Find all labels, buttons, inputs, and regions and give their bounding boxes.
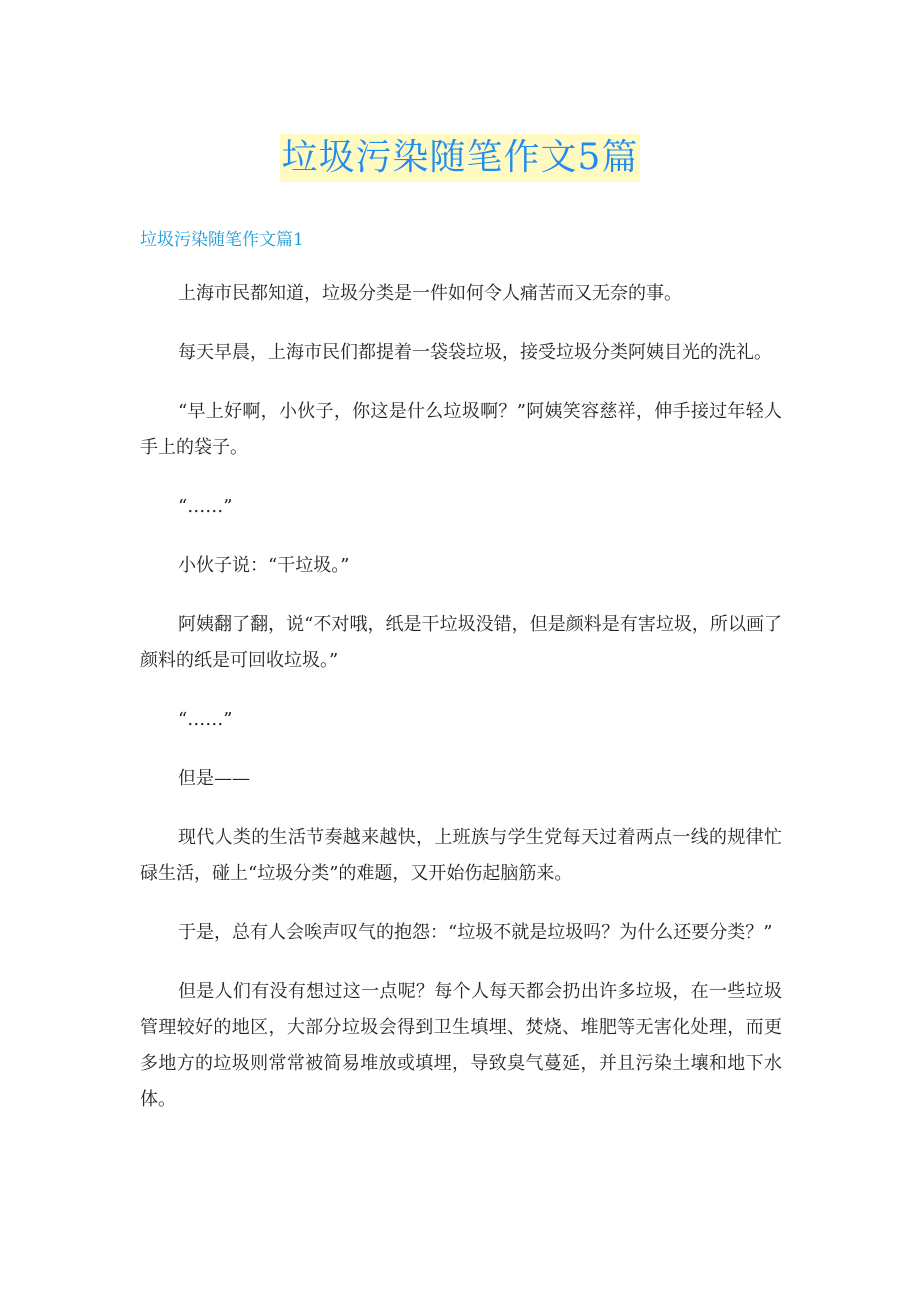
paragraph: 阿姨翻了翻，说“不对哦，纸是干垃圾没错，但是颜料是有害垃圾，所以画了颜料的纸是可回收垃圾。” <box>140 614 782 671</box>
paragraph: “早上好啊，小伙子，你这是什么垃圾啊？”阿姨笑容慈祥，伸手接过年轻人手上的袋子。 <box>140 401 782 458</box>
paragraph: 但是—— <box>178 768 250 789</box>
paragraph: 每天早晨，上海市民们都提着一袋袋垃圾，接受垃圾分类阿姨目光的洗礼。 <box>178 342 772 363</box>
paragraph: 于是，总有人会唉声叹气的抱怨：“垃圾不就是垃圾吗？为什么还要分类？” <box>178 922 773 943</box>
section-heading: 垃圾污染随笔作文篇1 <box>140 230 304 250</box>
paragraph: “……” <box>178 709 233 730</box>
paragraph: 但是人们有没有想过这一点呢？每个人每天都会扔出许多垃圾，在一些垃圾管理较好的地区，大部分垃圾会得到卫生填埋、焚烧、堆肥等无害化处理，而更多地方的垃圾则常常被简易堆放或填埋，导致臭气蔓延，并且污染土壤和地下水体。 <box>140 981 782 1110</box>
paragraph: “……” <box>178 496 233 517</box>
paragraph: 现代人类的生活节奏越来越快，上班族与学生党每天过着两点一线的规律忙碌生活，碰上“垃圾分类”的难题，又开始伤起脑筋来。 <box>140 827 782 884</box>
paragraph: 小伙子说：“干垃圾。” <box>178 555 350 576</box>
title-container <box>0 134 920 182</box>
article-body <box>140 276 782 1141</box>
paragraph: 上海市民都知道，垃圾分类是一件如何令人痛苦而又无奈的事。 <box>178 283 682 304</box>
document-title: 垃圾污染随笔作文5篇 <box>280 134 641 182</box>
